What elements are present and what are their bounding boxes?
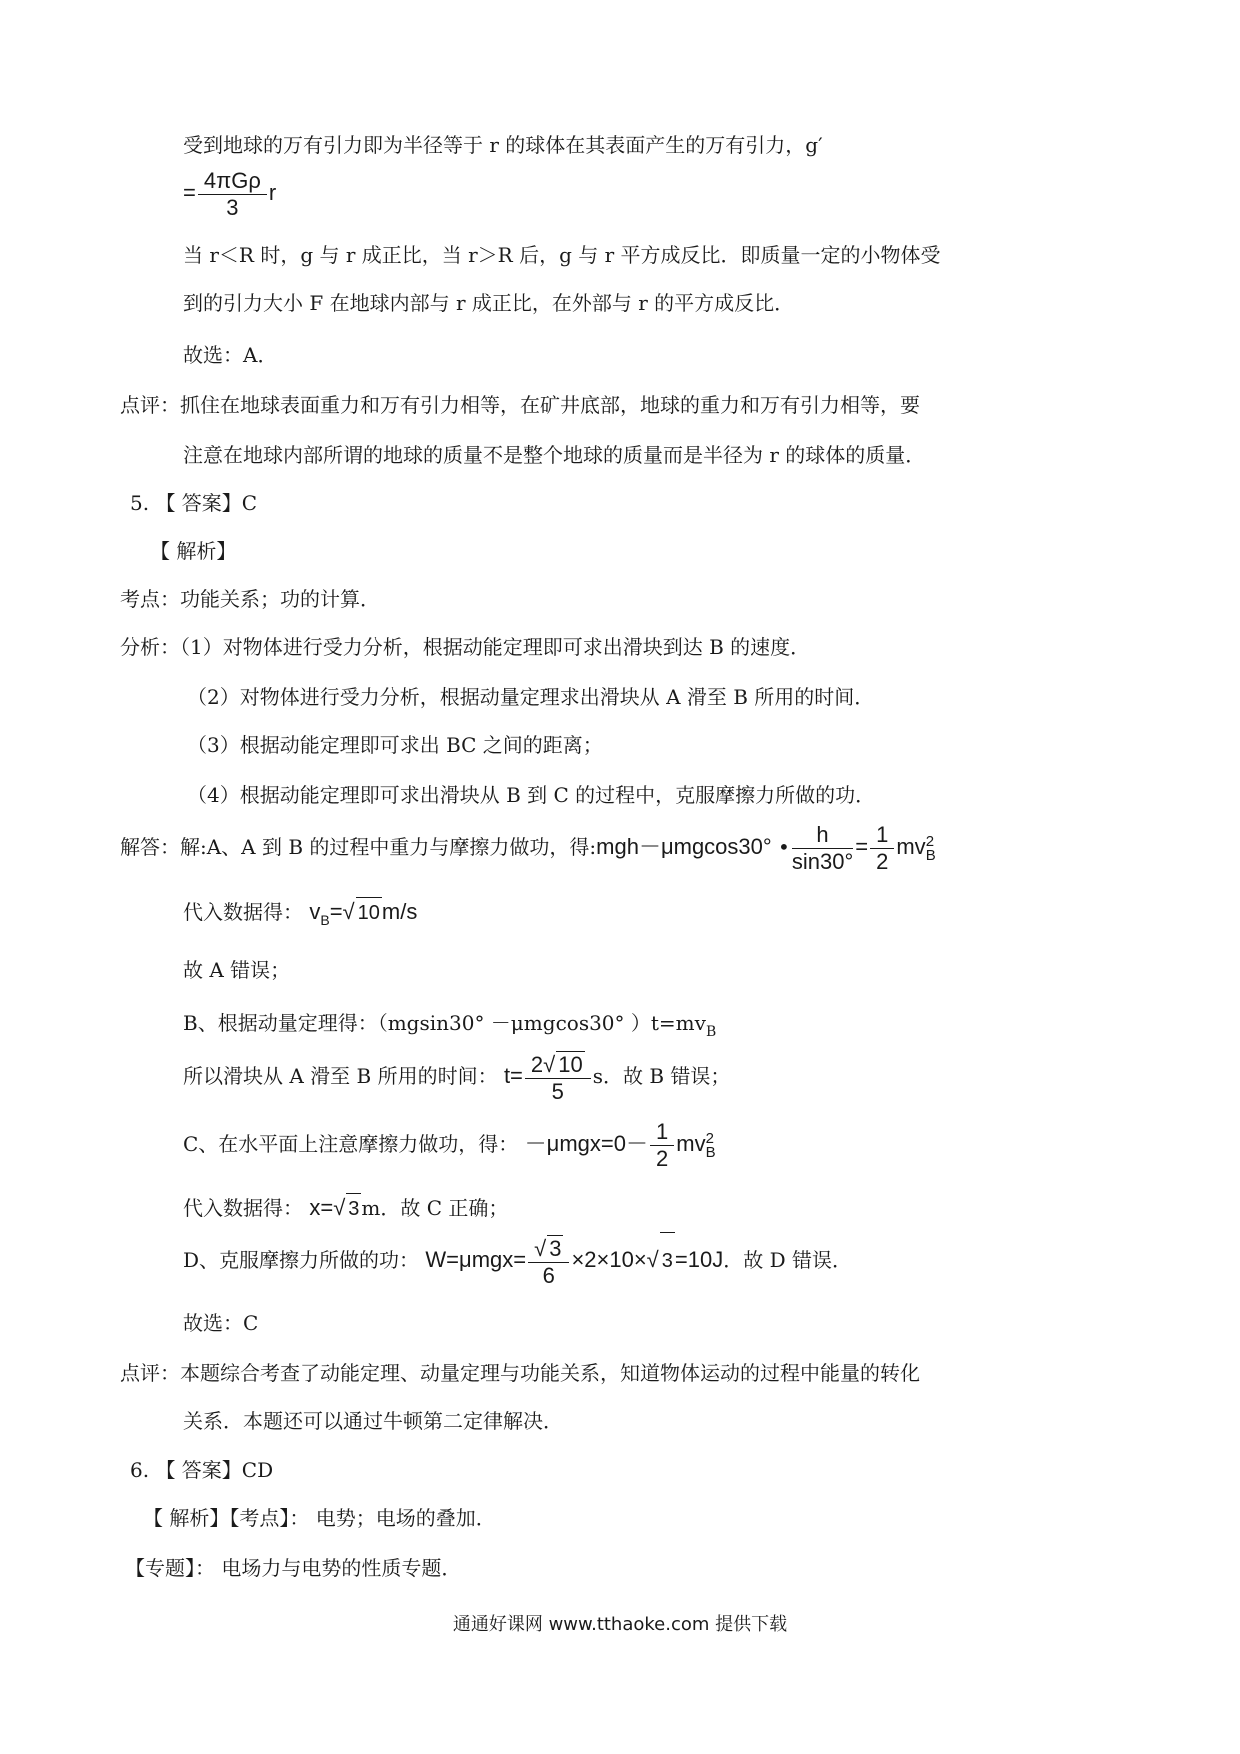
- comment-line: 点评：抓住在地球表面重力和万有引力相等，在矿井底部，地球的重力和万有引力相等，要: [120, 393, 920, 417]
- text-line: 分析：（1）对物体进行受力分析，根据动能定理即可求出滑块到达 B 的速度．: [120, 635, 811, 659]
- text-line: 故选：C: [183, 1311, 259, 1335]
- formula-line: D、克服摩擦力所做的功： W=μmgx= $\frac{√ 3}{6}$ ×2×10×√ 3=10J．故 D 错误．: [183, 1232, 852, 1289]
- text-line: B、根据动量定理得：（mgsin30° －μmgcos30° ）$t=mv_B$: [183, 1011, 717, 1040]
- fraction: $\frac{\text{4πGρ}}{3}$: [198, 168, 267, 221]
- text-line: 当 r＜R 时，g 与 r 成正比，当 r＞R 后，g 与 r 平方成反比．即质量一定的小物体受: [183, 243, 941, 267]
- fraction: $\frac{√ 3}{6}$: [528, 1235, 569, 1289]
- text-line: 故选：A．: [183, 343, 278, 367]
- analysis-heading: 【 解析】【考点】： 电势；电场的叠加．: [143, 1506, 496, 1530]
- comment-line: 点评：本题综合考查了动能定理、动量定理与功能关系，知道物体运动的过程中能量的转化: [120, 1361, 920, 1385]
- solution-line: 解答：解:A、A 到 B 的过程中重力与摩擦力做功，得:mgh－μmgcos30° • $\frac{h}{\sin 30^\circ}$ = $\frac{1}{2}$ mv 2 B: [120, 822, 936, 874]
- text-line: （2）对物体进行受力分析，根据动量定理求出滑块从 A 滑至 B 所用的时间．: [187, 685, 875, 709]
- text-line: 关系．本题还可以通过牛顿第二定律解决．: [183, 1409, 563, 1433]
- text-line: 考点：功能关系；功的计算．: [120, 587, 380, 611]
- text-line: （3）根据动能定理即可求出 BC 之间的距离；: [187, 733, 603, 757]
- formula-line: 代入数据得： x=√ 3 m．故 C 正确；: [183, 1193, 508, 1224]
- formula-line: = $\frac{\text{4πGρ}}{3}$ r: [183, 168, 277, 220]
- analysis-heading: 【 解析】: [150, 539, 237, 563]
- text-line: 故 A 错误；: [183, 958, 291, 982]
- fraction: $\frac{1}{2}$: [650, 1119, 674, 1172]
- fraction: $\frac{1}{2}$: [870, 822, 894, 875]
- superscript-subscript: 2 B: [705, 1129, 716, 1161]
- page-footer: 通通好课网 www.tthaoke.com 提供下载: [452, 1614, 788, 1635]
- formula-line: C、在水平面上注意摩擦力做功，得： －μmgx=0－ $\frac{1}{2}$ mv 2 B: [183, 1119, 716, 1171]
- answer-heading: 5. 【 答案】C: [130, 491, 258, 515]
- text-line: 到的引力大小 F 在地球内部与 r 成正比，在外部与 r 的平方成反比．: [183, 291, 795, 315]
- topic-heading: 【专题】： 电场力与电势的性质专题．: [125, 1556, 462, 1580]
- formula-line: 所以滑块从 A 滑至 B 所用的时间： t= $\frac{2√ 10}{5}$ s．故 B 错误；: [183, 1051, 731, 1104]
- fraction: $\frac{2√ 10}{5}$: [525, 1051, 591, 1105]
- text-line: 受到地球的万有引力即为半径等于 r 的球体在其表面产生的万有引力，g′: [183, 133, 823, 157]
- answer-heading: 6. 【 答案】CD: [130, 1458, 274, 1482]
- fraction: $\frac{h}{\sin 30^\circ}$: [791, 822, 854, 874]
- formula-line: 代入数据得： $v_B=√$ 10m/s: [183, 899, 418, 928]
- superscript-subscript: 2 B: [925, 832, 936, 864]
- text-line: 注意在地球内部所谓的地球的质量不是整个地球的质量而是半径为 r 的球体的质量．: [183, 443, 926, 467]
- text-line: （4）根据动能定理即可求出滑块从 B 到 C 的过程中，克服摩擦力所做的功．: [187, 783, 876, 807]
